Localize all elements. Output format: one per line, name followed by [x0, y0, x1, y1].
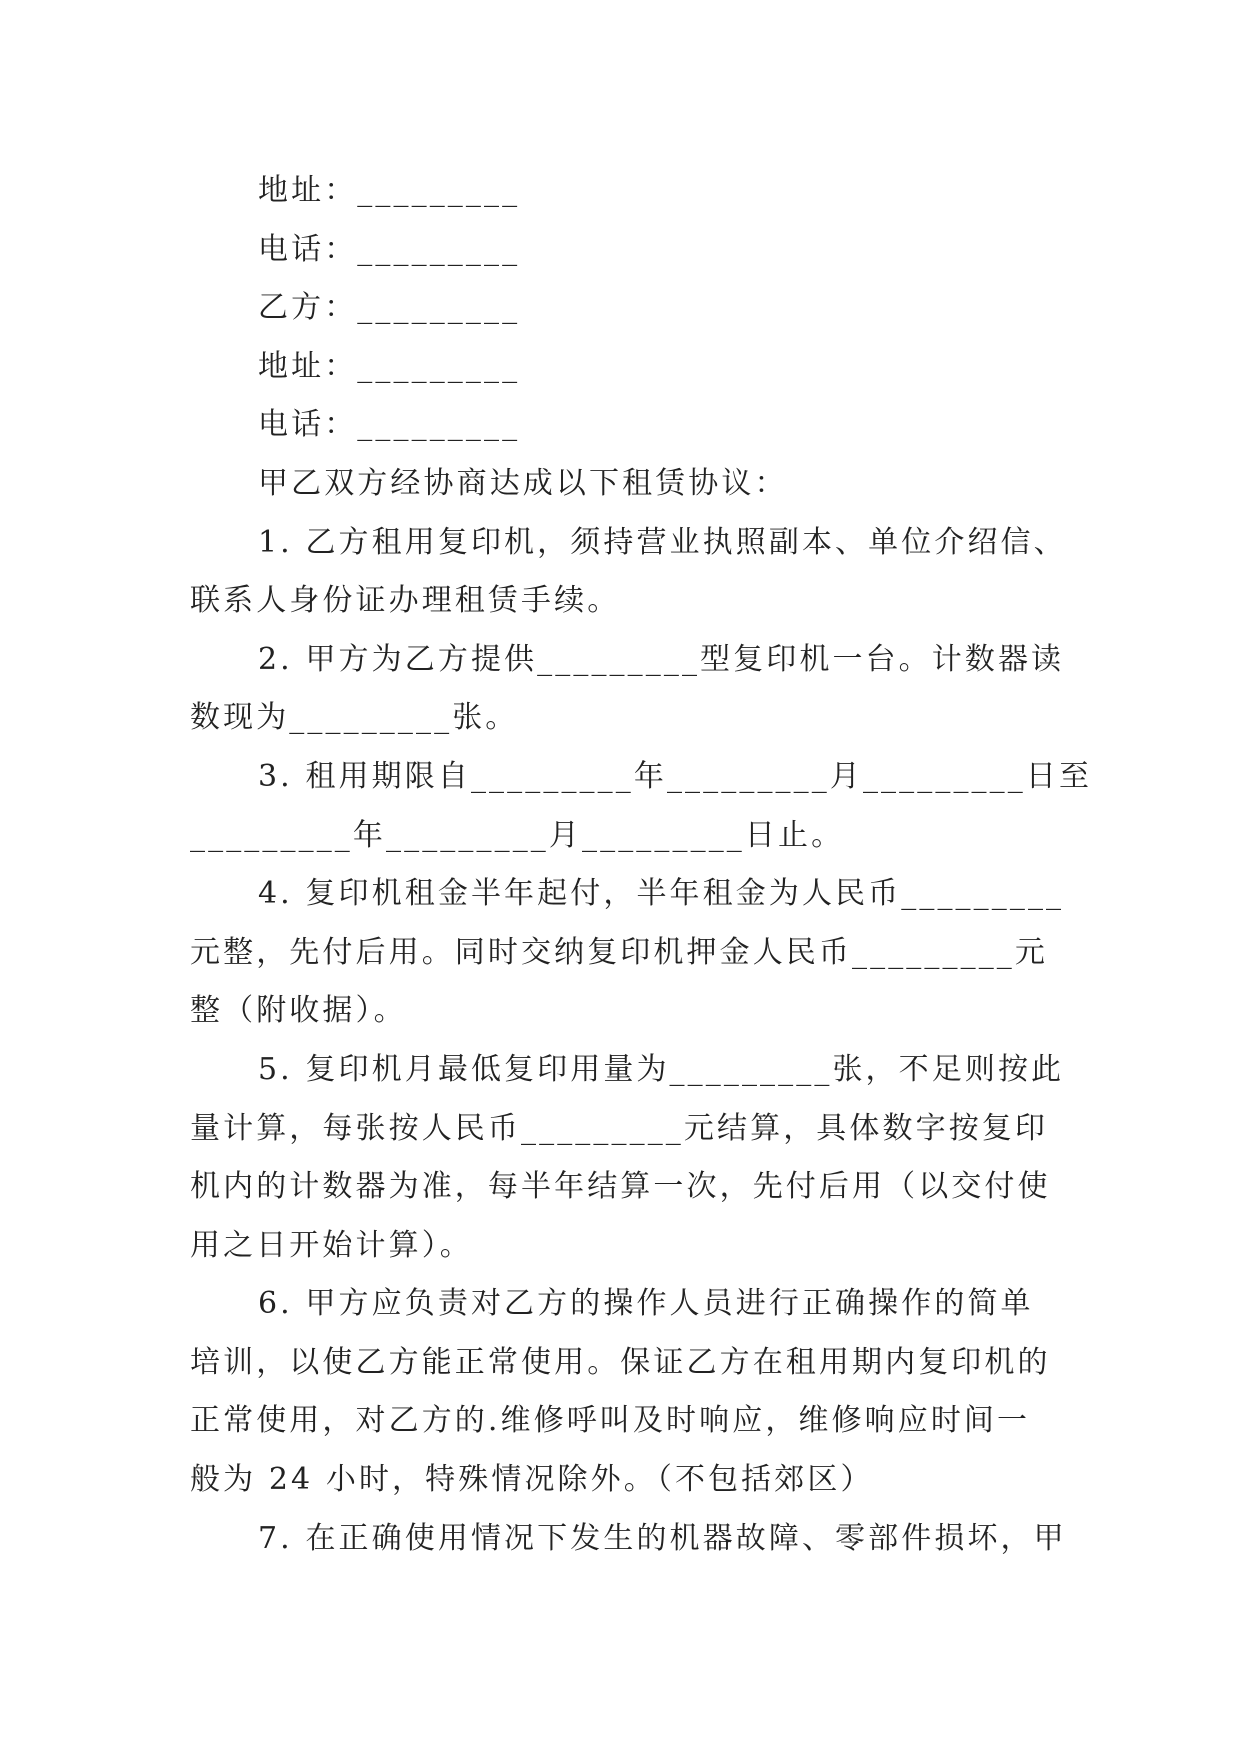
text-line: 6. 甲方应负责对乙方的操作人员进行正确操作的简单	[258, 1286, 1034, 1322]
text-line: 3. 租用期限自_________年_________月_________日至	[258, 758, 1093, 794]
text-line: 7. 在正确使用情况下发生的机器故障、零部件损坏，甲	[258, 1520, 1067, 1556]
text-line: 量计算，每张按人民币_________元结算，具体数字按复印	[190, 1110, 1048, 1146]
text-line: 甲乙双方经协商达成以下租赁协议：	[258, 465, 788, 501]
text-line: 地址：_________	[258, 173, 521, 208]
text-line: 2. 甲方为乙方提供_________型复印机一台。计数器读	[258, 641, 1065, 677]
text-line: _________年_________月_________日止。	[190, 817, 845, 853]
text-line: 1. 乙方租用复印机，须持营业执照副本、单位介绍信、	[258, 524, 1067, 560]
text-line: 5. 复印机月最低复印用量为_________张，不足则按此	[258, 1051, 1065, 1087]
text-line: 联系人身份证办理租赁手续。	[190, 583, 621, 619]
text-line: 4. 复印机租金半年起付，半年租金为人民币_________	[258, 876, 1065, 912]
text-line: 机内的计数器为准，每半年结算一次，先付后用（以交付使	[190, 1169, 1051, 1205]
text-line: 用之日开始计算）。	[190, 1227, 473, 1263]
text-line: 电话：_________	[258, 231, 521, 267]
text-line: 乙方：_________	[258, 290, 521, 326]
text-line: 元整，先付后用。同时交纳复印机押金人民币_________元	[190, 934, 1048, 970]
text-line: 正常使用，对乙方的.维修呼叫及时响应，维修响应时间一	[190, 1403, 1031, 1439]
text-line: 整（附收据）。	[190, 993, 407, 1029]
text-line: 培训，以使乙方能正常使用。保证乙方在租用期内复印机的	[190, 1344, 1051, 1380]
document-body	[190, 162, 1093, 1568]
text-line: 地址：_________	[258, 348, 521, 384]
text-line: 电话：_________	[258, 407, 521, 443]
text-line: 数现为_________张。	[190, 700, 519, 736]
text-line: 般为 24 小时，特殊情况除外。（不包括郊区）	[190, 1462, 874, 1498]
